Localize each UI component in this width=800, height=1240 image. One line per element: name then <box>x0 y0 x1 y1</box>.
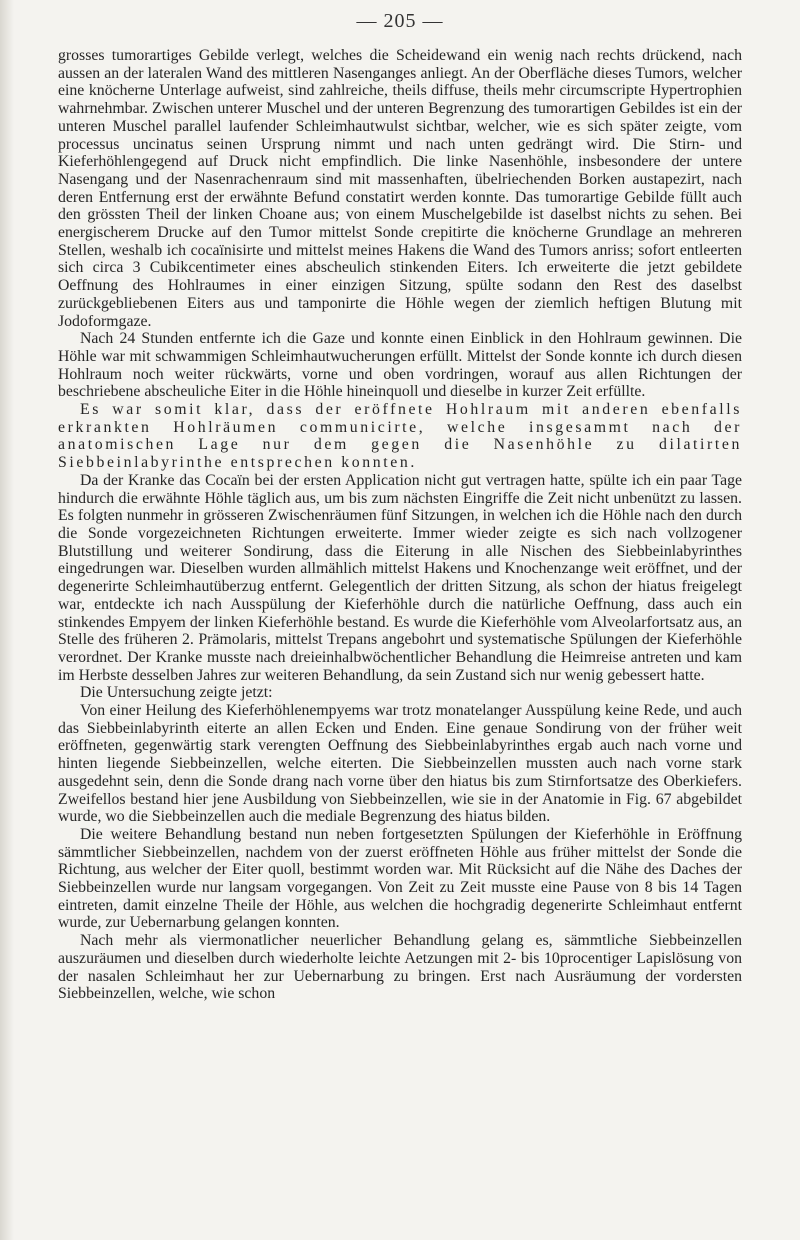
paragraph-6: Von einer Heilung des Kieferhöhlenempyems war trotz monatelanger Ausspülung keine Rede, und auch das Siebbeinlabyrinth eiterte an allen Ecken und Enden. Eine genaue Sondirung von der früher weit eröffneten, gegenwärtig stark verengten Oeffnung des Siebbeinlabyrinthes ergab auch nach vorne und hinten liegende Siebbeinzellen, welche eiterten. Die Siebbeinzellen mussten auch nach vorne stark ausgedehnt sein, denn die Sonde drang nach vorne über den hiatus bis zum Stirnfortsatze des Oberkiefers. Zweifellos bestand hier jene Ausbildung von Siebbeinzellen, wie sie in der Anatomie in Fig. 67 abgebildet wurde, wo die Siebbeinzellen auch die mediale Begrenzung des hiatus bilden. <box>58 702 742 826</box>
body-text <box>58 47 742 1003</box>
paragraph-2: Nach 24 Stunden entfernte ich die Gaze und konnte einen Einblick in den Hohlraum gewinnen. Die Höhle war mit schwammigen Schleimhautwucherungen erfüllt. Mittelst der Sonde konnte ich durch diesen Hohlraum noch weiter rückwärts, vorne und oben vordringen, worauf aus allen Richtungen der beschriebene abscheuliche Eiter in die Höhle hineinquoll und dieselbe in kurzer Zeit erfüllte. <box>58 330 742 401</box>
paragraph-7: Die weitere Behandlung bestand nun neben fortgesetzten Spülungen der Kieferhöhle in Eröffnung sämmtlicher Siebbeinzellen, nachdem von der zuerst eröffneten Höhle aus früher mittelst der Sonde die Richtung, aus welcher der Eiter quoll, bestimmt worden war. Mit Rücksicht auf die Nähe des Daches der Siebbeinzellen wurde nur langsam vorgegangen. Von Zeit zu Zeit musste eine Pause von 8 bis 14 Tagen eintreten, damit einzelne Theile der Höhle, aus welchen die hochgradig degenerirte Schleimhaut entfernt wurde, zur Uebernarbung gelangen konnten. <box>58 825 742 932</box>
paragraph-8: Nach mehr als viermonatlicher neuerlicher Behandlung gelang es, sämmtliche Siebbeinzellen auszuräumen und dieselben durch wiederholte leichte Aetzungen mit 2- bis 10procentiger Lapislösung von der nasalen Schleimhaut her zur Uebernarbung zu bringen. Erst nach Ausräumung der vordersten Siebbeinzellen, welche, wie schon <box>58 932 742 1003</box>
paragraph-4: Da der Kranke das Cocaïn bei der ersten Application nicht gut vertragen hatte, spülte ich ein paar Tage hindurch die erwähnte Höhle täglich aus, um bis zum nächsten Eingriffe die Zeit nicht unbenützt zu lassen. Es folgten nunmehr in grösseren Zwischenräumen fünf Sitzungen, in welchen ich die Höhle nach den durch die Sonde vorgezeichneten Richtungen erweiterte. Immer wieder zeigte es sich nach vollzogener Blutstillung und weiterer Sondirung, dass die Eiterung in alle Nischen des Siebbeinlabyrinthes eingedrungen war. Dieselben wurden allmählich mittelst Hakens und Knochenzange weit eröffnet, und der degenerirte Schleimhautüberzug entfernt. Gelegentlich der dritten Sitzung, als schon der hiatus freigelegt war, entdeckte ich nach Ausspülung der Kieferhöhle durch die natürliche Oeffnung, dass auch ein stinkendes Empyem der linken Kieferhöhle bestand. Es wurde die Kieferhöhle vom Alveolarfortsatz aus, an Stelle des früheren 2. Prämolaris, mittelst Trepans angebohrt und systematische Spülungen der Kieferhöhle verordnet. Der Kranke musste nach dreieinhalbwöchentlicher Behandlung die Heimreise antreten und kam im Herbste desselben Jahres zur weiteren Behandlung, da sein Zustand sich nur wenig gebessert hatte. <box>58 471 742 684</box>
paragraph-1: grosses tumorartiges Gebilde verlegt, welches die Scheidewand ein wenig nach rechts drückend, nach aussen an der lateralen Wand des mittleren Nasenganges anliegt. An der Oberfläche dieses Tumors, welcher eine knöcherne Unterlage aufweist, sind zahlreiche, theils diffuse, theils mehr circumscripte Hypertrophien wahrnehmbar. Zwischen unterer Muschel und der unteren Begrenzung des tumorartigen Gebildes ist ein der unteren Muschel parallel laufender Schleimhautwulst sichtbar, welcher, wie es sich später zeigte, vom processus uncinatus seinen Ursprung nimmt und nach unten gedrängt wird. Die Stirn- und Kieferhöhlengegend auf Druck nicht empfindlich. Die linke Nasenhöhle, insbesondere der untere Nasengang und der Nasenrachenraum sind mit massenhaften, übelriechenden Borken austapezirt, nach deren Entfernung erst der erwähnte Befund constatirt werden konnte. Das tumorartige Gebilde füllt auch den grössten Theil der linken Choane aus; von einem Muschelgebilde ist daselbst nichts zu sehen. Bei energischerem Drucke auf den Tumor mittelst Sonde crepitirte die knöcherne Grundlage an mehreren Stellen, weshalb ich cocaïnisirte und mittelst meines Hakens die Wand des Tumors anriss; sofort entleerten sich circa 3 Cubikcentimeter eines abscheulich stinkenden Eiters. Ich erweiterte die jetzt gebildete Oeffnung des Hohlraumes in einer einzigen Sitzung, spülte sodann den Rest des daselbst zurückgebliebenen Eiters aus und tamponirte die Höhle wegen der ziemlich heftigen Blutung mit Jodoformgaze. <box>58 47 742 330</box>
page-number: — 205 — <box>356 10 444 32</box>
paragraph-5: Die Untersuchung zeigte jetzt: <box>80 684 273 702</box>
paragraph-3-emphasized: Es war somit klar, dass der eröffnete Hohlraum mit anderen ebenfalls erkrankten Hohlräumen communicirte, welche insgesammt nach der anatomischen Lage nur dem gegen die Nasenhöhle zu dilatirten Siebbeinlabyrinthe entsprechen konnten. <box>58 401 742 472</box>
